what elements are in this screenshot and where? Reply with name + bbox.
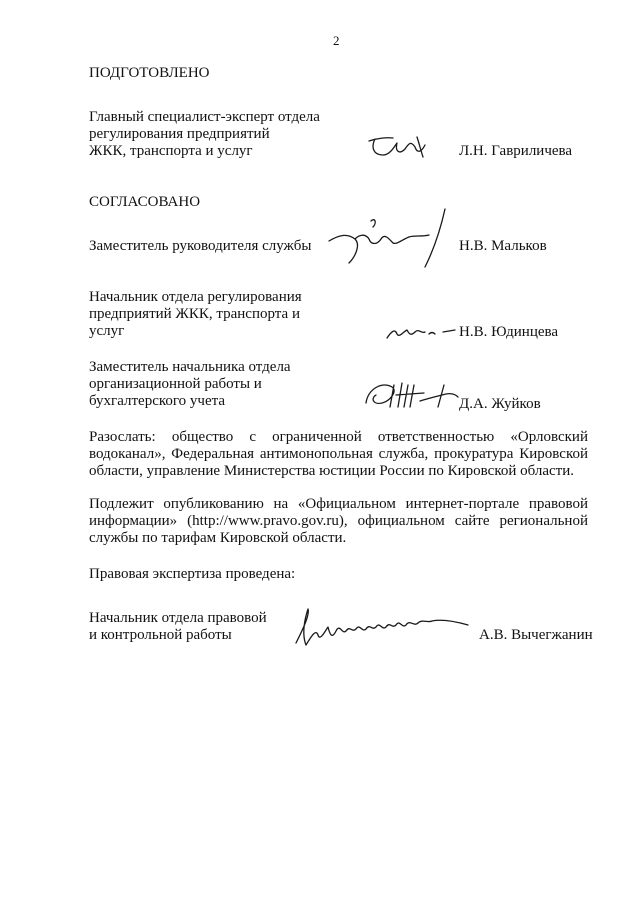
legal-position [89, 610, 267, 644]
agreed-name-1: Н.В. Мальков [459, 238, 547, 254]
position-line: услуг [89, 323, 125, 339]
agreed-name-3: Д.А. Жуйков [459, 396, 541, 412]
agreed-position-1: Заместитель руководителя службы [89, 238, 312, 254]
agreed-position-3 [89, 359, 291, 410]
position-line: Главный специалист-эксперт отдела [89, 109, 320, 125]
page-number: 2 [333, 33, 340, 48]
publication-text: Подлежит опубликованию на «Официальном интернет-портале правовой информации» (http://www.pravo.gov.ru), официальном сайте региональной службы по тарифам Кировской области. [89, 496, 588, 546]
prepared-name: Л.Н. Гавриличева [459, 143, 573, 159]
distribution-text: Разослать: общество с ограниченной ответственностью «Орловский водоканал», Федеральная антимонопольная служба, прокуратура Кировской области, управление Министерства юстиции России по Кировской области. [89, 429, 588, 479]
agreed-heading: СОГЛАСОВАНО [89, 194, 201, 210]
agreed-position-2 [89, 289, 302, 340]
legal-statement: Правовая экспертиза проведена: [89, 566, 296, 582]
signature-yudintseva [383, 320, 459, 344]
position-line: бухгалтерского учета [89, 393, 226, 409]
position-line: Начальник отдела регулирования [89, 289, 302, 305]
legal-name: А.В. Вычегжанин [479, 627, 593, 643]
position-line: регулирования предприятий [89, 126, 270, 142]
signature-vychegzhanin [292, 605, 478, 651]
agreed-name-2: Н.В. Юдинцева [459, 324, 559, 340]
position-line: предприятий ЖКК, транспорта и [89, 306, 300, 322]
signature-gavrilicheva [365, 133, 435, 163]
position-line: Заместитель начальника отдела [89, 359, 291, 375]
signature-zhuykov [362, 377, 462, 413]
signature-malkov [325, 205, 465, 275]
position-line: и контрольной работы [89, 627, 232, 643]
prepared-heading: ПОДГОТОВЛЕНО [89, 65, 210, 81]
position-line: Начальник отдела правовой [89, 610, 267, 626]
position-line: организационной работы и [89, 376, 262, 392]
position-line: ЖКК, транспорта и услуг [89, 143, 253, 159]
prepared-position [89, 109, 320, 160]
